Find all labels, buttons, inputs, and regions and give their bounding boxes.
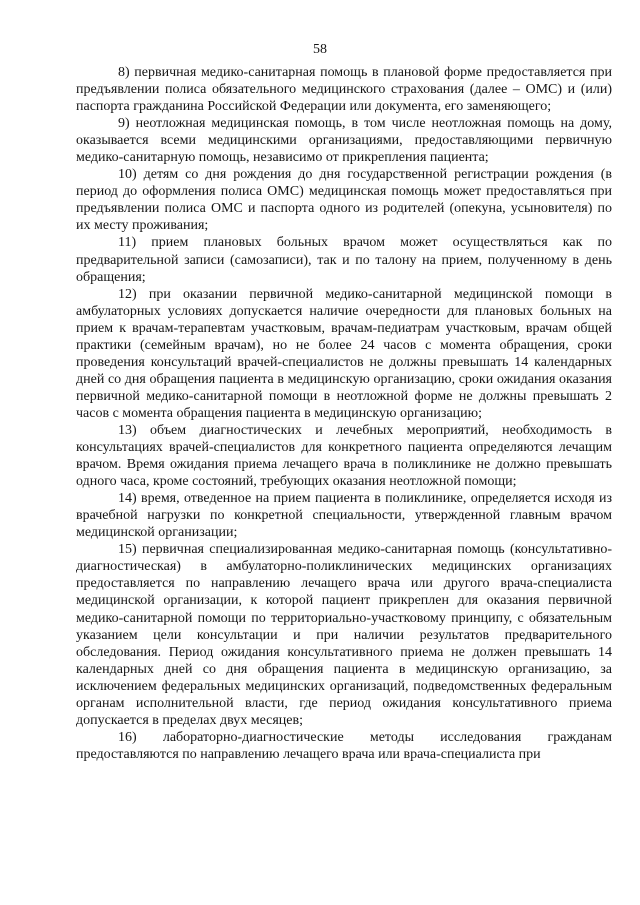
paragraph-item-14: 14) время, отведенное на прием пациента в поликлинике, определяется исходя из врачебной нагрузки по конкретной специальности, утвержденной главным врачом медицинской организации; [76,491,612,541]
paragraph-item-8: 8) первичная медико-санитарная помощь в плановой форме предоставляется при предъявлении полиса обязательного медицинского страхования (далее – ОМС) и (или) паспорта гражданина Российской Федерации или документа, его заменяющего; [76,65,612,115]
paragraph-item-10: 10) детям со дня рождения до дня государственной регистрации рождения (в период до оформления полиса ОМС) медицинская помощь может предоставляться при предъявлении полиса ОМС и паспорта одного из родителей (опекуна, усыновителя) по их месту проживания; [76,167,612,234]
page-body [76,64,612,763]
paragraph-item-15: 15) первичная специализированная медико-санитарная помощь (консультативно-диагностическая) в амбулаторно-поликлинических медицинских организациях предоставляется по направлению лечащего врача или другого врача-специалиста медицинской организации, к которой пациент прикреплен для оказания первичной медико-санитарной помощи по территориально-участковому принципу, с обязательным указанием цели консультации и при наличии результатов предварительного обследования. Период ожидания консультативного приема не должен превышать 14 календарных дней со дня обращения пациента в медицинскую организацию, за исключением федеральных медицинских организаций, подведомственных федеральным органам исполнительной власти, где период ожидания консультативного приема допускается в пределах двух месяцев; [76,542,612,728]
paragraph-item-12: 12) при оказании первичной медико-санитарной медицинской помощи в амбулаторных условиях допускается наличие очередности для плановых больных на прием к врачам-терапевтам участковым, врачам-педиатрам участковым, врачам общей практики (семейным врачам), но не более 24 часов с момента обращения, сроки проведения консультаций врачей-специалистов не должны превышать 14 календарных дней со дня обращения пациента в медицинскую организацию, сроки ожидания оказания первичной медико-санитарной помощи в неотложной форме не должны превышать 2 часов с момента обращения пациента в медицинскую организацию; [76,286,612,421]
page-number: 58 [313,42,327,57]
paragraph-item-16: 16) лабораторно-диагностические методы исследования гражданам предоставляются по направлению лечащего врача или врача-специалиста при [76,729,612,762]
paragraph-item-13: 13) объем диагностических и лечебных мероприятий, необходимость в консультациях врачей-специалистов для конкретного пациента определяются лечащим врачом. Время ожидания приема лечащего врача в поликлинике не должно превышать одного часа, кроме состояний, требующих оказания неотложной помощи; [76,422,612,490]
paragraph-item-11: 11) прием плановых больных врачом может осуществляться как по предварительной записи (самозаписи), так и по талону на прием, полученному в день обращения; [76,235,612,285]
paragraph-item-9: 9) неотложная медицинская помощь, в том числе неотложная помощь на дому, оказывается всеми медицинскими организациями, предоставляющими первичную медико-санитарную помощь, независимо от прикрепления пациента; [76,116,612,166]
